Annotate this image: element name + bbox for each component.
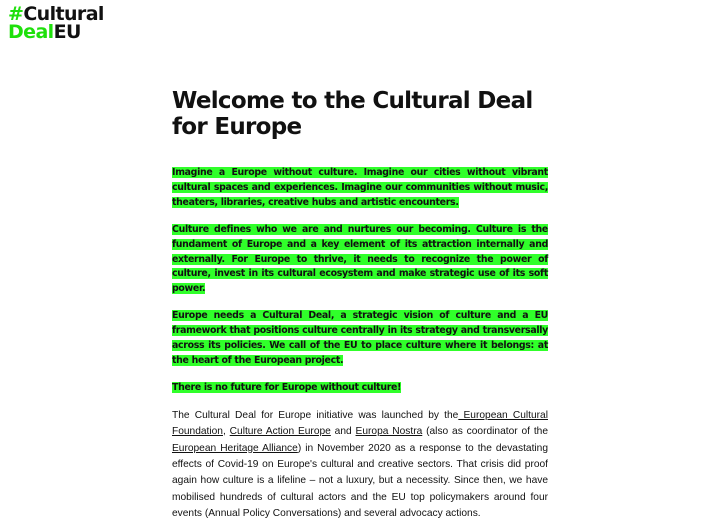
highlight-paragraph-3	[172, 309, 548, 369]
link-european-cultural-foundation[interactable]: European Cultural Foundation	[172, 409, 548, 438]
logo-eu: EU	[53, 21, 81, 43]
link-european-heritage-alliance[interactable]: European Heritage Alliance	[172, 442, 298, 454]
body-text-segment: ,	[222, 426, 230, 438]
highlight-text: Culture defines who we are and nurtures our becoming. Culture is the fundament of Europe and a key element of its attraction internally and externally. For Europe to thrive, it needs to recognize the power of culture, invest in its cultural ecosystem and make strategic use of its soft power.	[172, 223, 548, 295]
highlight-paragraph-1	[172, 166, 548, 211]
highlight-paragraph-2	[172, 223, 548, 298]
site-logo[interactable]	[8, 5, 104, 41]
page-title: Welcome to the Cultural Deal for Europe	[172, 88, 533, 140]
body-text-segment: (also as coordinator of the	[422, 426, 548, 438]
intro-paragraph	[172, 408, 548, 523]
body-text-segment: and	[330, 426, 356, 438]
highlight-text: There is no future for Europe without culture!	[172, 381, 402, 393]
link-culture-action-europe[interactable]: Culture Action Europe	[229, 426, 331, 438]
body-text-segment: The Cultural Deal for Europe initiative was launched by the	[172, 409, 459, 421]
body-text-segment: ) in November 2020 as a response to the devastating effects of Covid-19 on Europe's cultural and creative sectors. That crisis did proof again how culture is a lifeline – not a luxury, but a necessity. Since then, we have mobilised hundreds of cultural actors and the EU top policymakers around four events (Annual Policy Conversations) and several advocacy actions.	[172, 442, 548, 520]
logo-line-2	[8, 23, 104, 41]
highlight-text: Europe needs a Cultural Deal, a strategic vision of culture and a EU framework that positions culture centrally in its strategy and transversally across its policies. We call of the EU to place culture where it belongs: at the heart of the European project.	[172, 310, 548, 366]
logo-cultural: Cultural	[23, 3, 104, 25]
highlight-paragraph-4	[172, 381, 548, 396]
main-content	[172, 88, 548, 523]
highlight-text: Imagine a Europe without culture. Imagine our cities without vibrant cultural spaces and experiences. Imagine our communities without music, theaters, libraries, creative hubs and artistic encounters.	[172, 167, 548, 208]
logo-deal: Deal	[8, 21, 54, 43]
link-europa-nostra[interactable]: Europa Nostra	[355, 426, 423, 438]
logo-hash: #	[8, 3, 24, 25]
